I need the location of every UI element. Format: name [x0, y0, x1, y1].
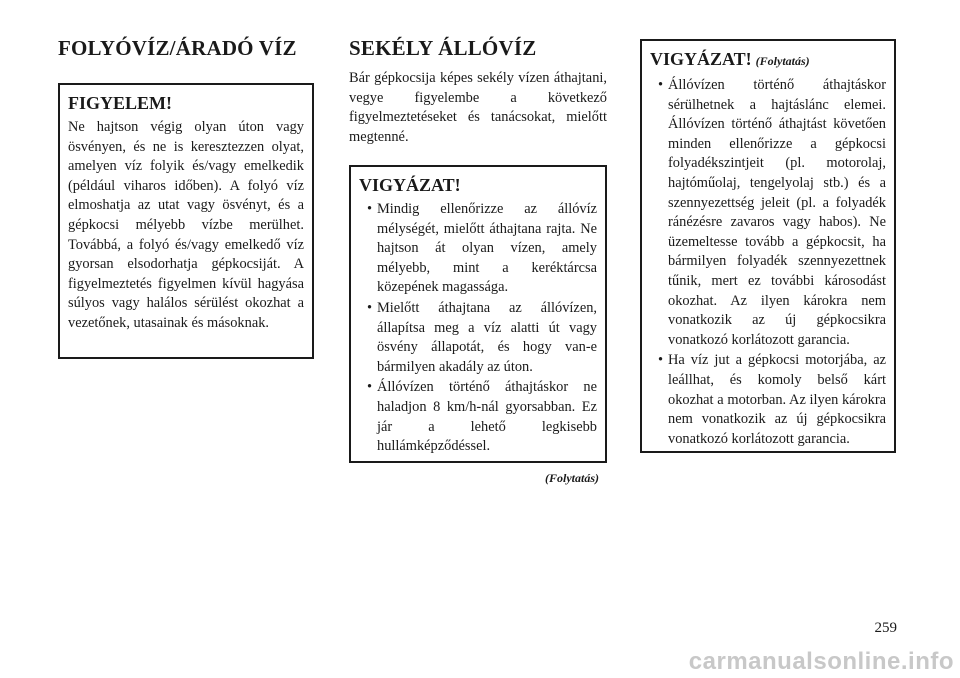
warning-title-continued: VIGYÁZAT! (Folytatás): [650, 49, 810, 69]
warning-title: VIGYÁZAT!: [359, 175, 461, 195]
warning-item: • Állóvízen történő áthajtáskor sérülhetnek a hajtáslánc elemei. Állóvízen történő áthajtást követően minden ellenőrizze a gépkocsi folyadékszintjeit (pl. motorolaj, hajtóműolaj, tengelyolaj stb.) és a szennyezettség jeleit (pl. a folyadék ránézésre zavaros vagy habos). Ne üzemeltesse tovább a gépkocsit, ha bármilyen folyadék szennyezettnek tűnik, mert ez további károsodást okozhat. Az ilyen károkra nem vonatkozik az új gépkocsikra vonatkozó korlátozott garancia.: [658, 77, 886, 348]
notice-text: Ne hajtson végig olyan úton vagy ösvényen, és ne is keresztezzen olyat, amelyen víz folyik és/vagy emelkedik (például viharos időben). A folyó víz elmoshatja az utat vagy ösvényt, és a gépkocsi mélyebb vízbe merülhet. Továbbá, a folyó és/vagy emelkedő víz gyorsan elsodorhatja gépkocsiját. A figyelmeztetés figyelmen kívül hagyása súlyos vagy halálos sérülést okozhat a vezetőnek, utasainak és másoknak.: [68, 119, 304, 331]
continued-note: (Folytatás): [545, 471, 599, 485]
warning-item: • Ha víz jut a gépkocsi motorjába, az leállhat, és komoly belső kárt okozhat a motorban. Az ilyen károkra nem vonatkozik az új gépkocsikra vonatkozó korlátozott garancia.: [658, 352, 886, 447]
notice-title: FIGYELEM!: [68, 93, 173, 113]
bullet-icon: •: [658, 352, 664, 369]
section-heading-flowing-water: FOLYÓVÍZ/ÁRADÓ VÍZ: [58, 36, 297, 60]
middle-column: [349, 0, 607, 500]
section-heading-shallow-water: SEKÉLY ÁLLÓVÍZ: [349, 36, 537, 60]
warning-item: • Állóvízen történő áthajtáskor ne haladjon 8 km/h-nál gyorsabban. Ez jár a lehető legkisebb hullámképződéssel.: [367, 379, 597, 455]
warning-list-continued: [650, 76, 886, 449]
warning-item: • Mielőtt áthajtana az állóvízen, állapítsa meg a víz alatti út vagy ösvény állapotát, és hogy van-e bármilyen akadály az úton.: [367, 299, 597, 375]
warning-list: [359, 200, 597, 457]
bullet-icon: •: [367, 379, 373, 396]
bullet-icon: •: [367, 299, 373, 316]
warning-box: [349, 165, 607, 463]
warning-box-continued: [640, 39, 896, 453]
watermark-text: carmanualsonline.info: [688, 648, 954, 674]
notice-box: [58, 83, 314, 359]
watermark-logo: [536, 648, 956, 674]
page-number: 259: [874, 620, 897, 636]
bullet-icon: •: [367, 201, 373, 217]
warning-item: • Mindig ellenőrizze az állóvíz mélységét, mielőtt áthajtana rajta. Ne hajtson át olyan vízen, amely mélyebb, mint a keréktárcsa közepének magassága.: [367, 201, 597, 296]
bullet-icon: •: [658, 77, 664, 93]
continued-label: (Folytatás): [755, 54, 810, 68]
intro-paragraph: Bár gépkocsija képes sekély vízen áthajtani, vegye figyelembe a következő figyelmeztetéseket és tanácsokat, mielőtt megtenné.: [349, 70, 607, 145]
